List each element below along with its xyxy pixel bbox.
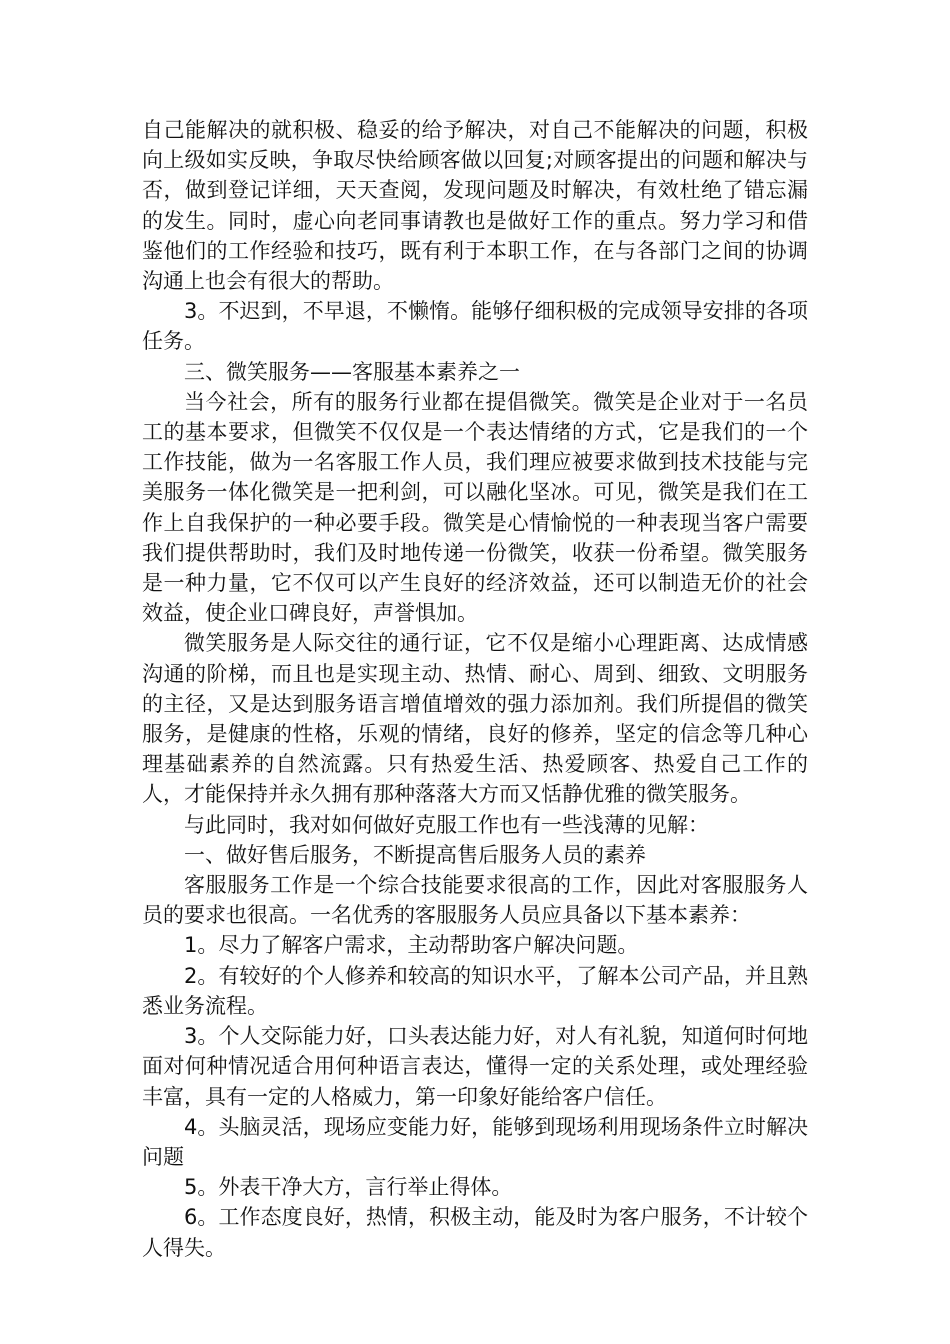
- list-item-1: 1。尽力了解客户需求，主动帮助客户解决问题。: [184, 933, 639, 958]
- paragraph-service-requirements: 客服服务工作是一个综合技能要求很高的工作，因此对客服服务人员的要求也很高。一名优秀的客服服务人员应具备以下基本素养：: [142, 873, 808, 928]
- list-item-2: 2。有较好的个人修养和较高的知识水平，了解本公司产品，并且熟悉业务流程。: [142, 963, 808, 1018]
- list-item-5: 5。外表干净大方，言行举止得体。: [184, 1175, 513, 1200]
- document-body: [142, 115, 808, 1263]
- list-item-6: 6。工作态度良好，热情，积极主动，能及时为客户服务，不计较个人得失。: [142, 1205, 808, 1260]
- paragraph-continuation: 自己能解决的就积极、稳妥的给予解决，对自己不能解决的问题，积极向上级如实反映，争取尽快给顾客做以回复;对顾客提出的问题和解决与否，做到登记详细，天天查阅，发现问题及时解决，有效杜绝了错忘漏的发生。同时，虚心向老同事请教也是做好工作的重点。努力学习和借鉴他们的工作经验和技巧，既有利于本职工作，在与各部门之间的协调沟通上也会有很大的帮助。: [142, 118, 808, 294]
- paragraph-smile-passport: 微笑服务是人际交往的通行证，它不仅是缩小心理距离、达成情感沟通的阶梯，而且也是实现主动、热情、耐心、周到、细致、文明服务的主径，又是达到服务语言增值增效的强力添加剂。我们所提倡的微笑服务，是健康的性格，乐观的情绪，良好的修养，坚定的信念等几种心理基础素养的自然流露。只有热爱生活、热爱顾客、热爱自己工作的人，才能保持并永久拥有那种落落大方而又恬静优雅的微笑服务。: [142, 631, 808, 807]
- paragraph-smile-society: 当今社会，所有的服务行业都在提倡微笑。微笑是企业对于一名员工的基本要求，但微笑不仅仅是一个表达情绪的方式，它是我们的一个工作技能，做为一名客服工作人员，我们理应被要求做到技术技能与完美服务一体化微笑是一把利剑，可以融化坚冰。可见，微笑是我们在工作上自我保护的一种必要手段。微笑是心情愉悦的一种表现当客户需要我们提供帮助时，我们及时地传递一份微笑，收获一份希望。微笑服务是一种力量，它不仅可以产生良好的经济效益，还可以制造无价的社会效益，使企业口碑良好，声誉惧加。: [142, 389, 808, 626]
- section-heading-after-sales: 一、做好售后服务，不断提高售后服务人员的素养: [184, 842, 646, 867]
- list-item-4: 4。头脑灵活，现场应变能力好，能够到现场利用现场条件立时解决问题: [142, 1114, 808, 1169]
- list-item-3: 3。个人交际能力好，口头表达能力好，对人有礼貌，知道何时何地面对何种情况适合用何种语言表达，懂得一定的关系处理，或处理经验丰富，具有一定的人格威力，第一印象好能给客户信任。: [142, 1024, 808, 1109]
- paragraph-item-3-punctuality: 3。不迟到，不早退，不懒惰。能够仔细积极的完成领导安排的各项任务。: [142, 299, 808, 354]
- paragraph-opinions-intro: 与此同时，我对如何做好克服工作也有一些浅薄的见解：: [184, 812, 709, 837]
- section-heading-smile-service: 三、微笑服务——客服基本素养之一: [184, 359, 520, 384]
